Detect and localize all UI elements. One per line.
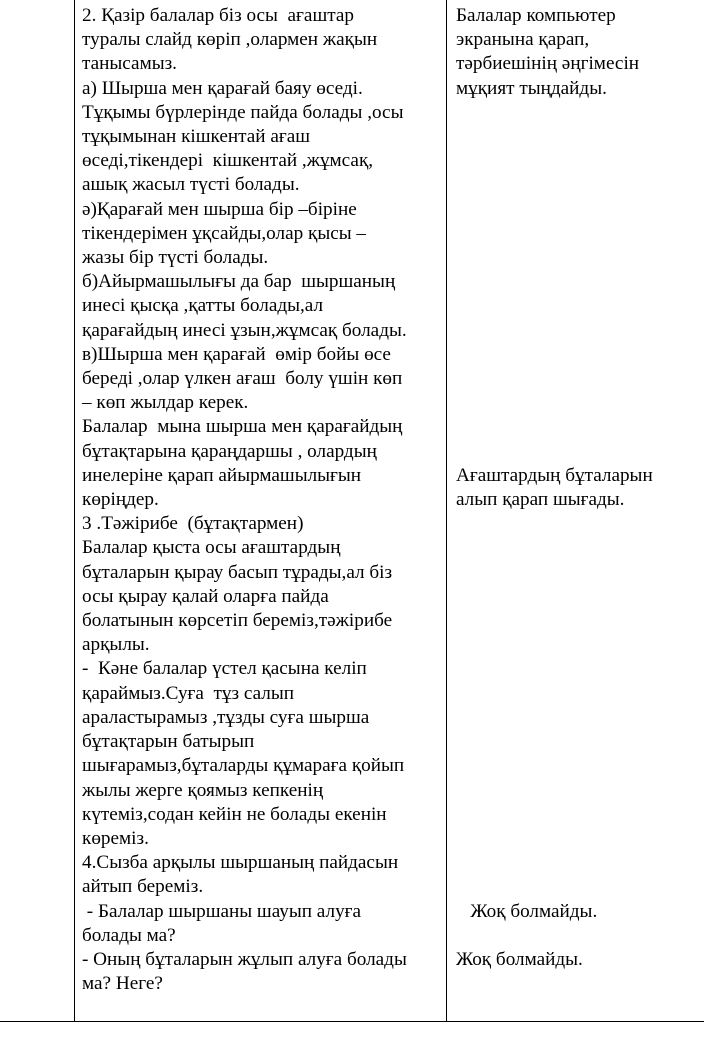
middle-column-line: в)Шырша мен қарағай өмір бойы өсе [82, 343, 391, 365]
right-column-line [456, 779, 700, 803]
middle-column-line: Тұқымы бүрлерінде пайда болады ,осы [82, 101, 404, 123]
right-column-line: мұқият тыңдайды. [456, 77, 607, 99]
middle-column-line: инесі қысқа ,қатты болады,ал [82, 295, 324, 317]
children-activity-cell [456, 0, 700, 972]
right-column-line: Ағаштардың бұталарын [456, 464, 653, 486]
middle-column-line: бұталарын қырау басып тұрады,ал біз [82, 561, 393, 583]
right-column-line [456, 924, 700, 948]
column-divider-left [74, 0, 75, 1021]
middle-column-line: Балалар қыста осы ағаштардың [82, 537, 341, 559]
right-column-line: алып қарап шығады. [456, 489, 625, 511]
middle-column-line: айтып береміз. [82, 876, 204, 898]
middle-column-line: ма? Неге? [82, 973, 163, 995]
right-column-line [456, 827, 700, 851]
middle-column-line: болады ма? [82, 924, 176, 946]
middle-column-line: қараймыз.Суға тұз салып [82, 682, 295, 704]
middle-column-line: 4.Сызба арқылы шыршаның пайдасын [82, 852, 399, 874]
middle-column-line: ә)Қарағай мен шырша бір –біріне [82, 198, 357, 220]
right-column-line [456, 440, 700, 464]
middle-column-line: қарағайдың инесі ұзын,жұмсақ болады. [82, 319, 407, 341]
right-column-line [456, 512, 700, 536]
middle-column-line: - Кәне балалар үстел қасына келіп [82, 658, 367, 680]
middle-column-line: Балалар мына шырша мен қарағайдың [82, 416, 403, 438]
right-column-line [456, 343, 700, 367]
middle-column-line: шығарамыз,бұталарды құмараға қойып [82, 755, 405, 777]
middle-column-line: жазы бір түсті болады. [82, 247, 269, 269]
right-column-line: тәрбиешінің әңгімесін [456, 53, 640, 75]
middle-column-line: осы қырау қалай оларға пайда [82, 585, 329, 607]
column-divider-middle [446, 0, 447, 1021]
right-column-line [456, 367, 700, 391]
middle-column-line: тұқымынан кішкентай ағаш [82, 126, 311, 148]
right-column-line [456, 875, 700, 899]
teacher-activity-cell [82, 0, 442, 996]
middle-column-line: 3 .Тәжірибе (бұтақтармен) [82, 513, 304, 535]
right-column-line [456, 101, 700, 125]
right-column-line [456, 851, 700, 875]
middle-column-line: - Оның бұталарын жұлып алуға болады [82, 948, 407, 970]
middle-column-line: танысамыз. [82, 53, 177, 75]
middle-column-line: туралы слайд көріп ,олармен жақын [82, 29, 378, 51]
middle-column-line: көріңдер. [82, 489, 159, 511]
right-column-line [456, 585, 700, 609]
right-column-line [456, 415, 700, 439]
middle-column-line: бұтақтарына қараңдаршы , олардың [82, 440, 377, 462]
right-column-line [456, 730, 700, 754]
middle-column-line: а) Шырша мен қарағай баяу өседі. [82, 77, 363, 99]
middle-column-line: болатынын көрсетіп береміз,тәжірибе [82, 610, 393, 632]
middle-column-line: б)Айырмашылығы да бар шыршаның [82, 271, 396, 293]
middle-column-line: 2. Қазір балалар біз осы ағаштар [82, 5, 354, 26]
middle-column-line: арқылы. [82, 634, 150, 656]
right-column-line [456, 391, 700, 415]
right-column-line [456, 294, 700, 318]
right-column-line [456, 149, 700, 173]
middle-column-line: жылы жерге қоямыз кепкенің [82, 779, 324, 801]
right-column-line: Жоқ болмайды. [456, 900, 598, 922]
right-column-line [456, 706, 700, 730]
right-column-line [456, 270, 700, 294]
right-column-line [456, 561, 700, 585]
right-column-line [456, 536, 700, 560]
right-column-line [456, 246, 700, 270]
right-column-line: экранына қарап, [456, 29, 590, 51]
right-column-line [456, 319, 700, 343]
middle-column-line: инелеріне қарап айырмашылығын [82, 464, 362, 486]
right-column-line: Балалар компьютер [456, 5, 616, 26]
right-column-line [456, 173, 700, 197]
middle-column-line: күтеміз,содан кейін не болады екенін [82, 803, 387, 825]
right-column-line [456, 609, 700, 633]
right-column-line [456, 633, 700, 657]
right-column-line [456, 198, 700, 222]
middle-column-line: өседі,тікендері кішкентай ,жұмсақ, [82, 150, 374, 172]
right-column-line [456, 222, 700, 246]
middle-column-line: тікендерімен ұқсайды,олар қысы – [82, 222, 367, 244]
right-column-line [456, 682, 700, 706]
right-column-line: Жоқ болмайды. [456, 948, 583, 970]
middle-column-line: береді ,олар үлкен ағаш болу үшін көп [82, 368, 403, 390]
middle-column-line: - Балалар шыршаны шауып алуға [82, 900, 362, 922]
middle-column-line: бұтақтарын батырып [82, 731, 255, 753]
middle-column-line: көреміз. [82, 827, 149, 849]
right-column-line [456, 125, 700, 149]
middle-column-line: араластырамыз ,тұзды суға шырша [82, 706, 370, 728]
right-column-line [456, 657, 700, 681]
middle-column-line: ашық жасыл түсті болады. [82, 174, 300, 196]
middle-column-line: – көп жылдар керек. [82, 392, 249, 414]
right-column-line [456, 803, 700, 827]
right-column-line [456, 754, 700, 778]
